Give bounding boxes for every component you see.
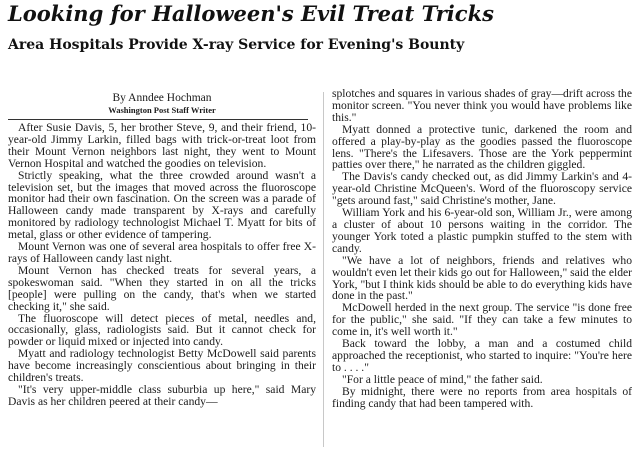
- byline-rule: [8, 119, 308, 120]
- paragraph: By midnight, there were no reports from area hospitals of finding candy that had been tampered with.: [332, 384, 632, 410]
- paragraph: William York and his 6-year-old son, William Jr., were among a cluster of about 10 persons waiting in the corridor. The younger York toted a plastic pumpkin stuffed to the stem with candy.: [332, 206, 632, 255]
- article-column-left: [8, 86, 316, 408]
- column-divider: [323, 92, 324, 447]
- byline-author: By Anndee Hochman: [112, 92, 212, 104]
- paragraph: Strictly speaking, what the three crowded around wasn't a television set, but the images that moved across the fluoroscope monitor had their own fascination. On the screen was a parade of Halloween candy made transparent by X-rays and carefully monitored by radiology technologist Michael T. Myatt for bits of metal, glass or other evidence of tampering.: [8, 168, 316, 242]
- paragraph: After Susie Davis, 5, her brother Steve, 9, and their friend, 10-year-old Jimmy Larkin, filled bags with trick-or-treat loot from their Mount Vernon neighbors last night, they went to Mount Vernon Hospital and watched the goodies on television.: [8, 121, 316, 170]
- paragraph: "It's very upper-middle class suburbia up here," said Mary Davis as her children peered at their candy—: [8, 382, 316, 408]
- paragraph: Myatt and radiology technologist Betty McDowell said parents have become increasingly conscientious about bringing in their children's treats.: [8, 347, 316, 385]
- paragraph: McDowell herded in the next group. The service "is done free for the public," she said. "If they can take a few minutes to come in, it's well worth it.": [332, 301, 632, 339]
- paragraph: Back toward the lobby, a man and a costumed child approached the receptionist, who started to inquire: "You're here to . . . .": [332, 337, 632, 374]
- paragraph: The fluoroscope will detect pieces of metal, needles and, occasionally, glass, radiologists said. But it cannot check for powder or liquid mixed or injected into candy.: [8, 311, 316, 349]
- article-column-right: [332, 88, 632, 409]
- paragraph: "For a little peace of mind," the father said.: [342, 372, 543, 386]
- paragraph: Mount Vernon has checked treats for several years, a spokeswoman said. "When they started in on all the tricks [people] were pulling on the candy, that's when we started checking it," she said.: [8, 263, 316, 313]
- subheadline: Area Hospitals Provide X-ray Service for Evening's Bounty: [8, 37, 465, 53]
- byline-title: Washington Post Staff Writer: [108, 105, 216, 115]
- paragraph: Myatt donned a protective tunic, darkened the room and offered a play-by-play as the goodies passed the fluoroscope lens. "There's the Lifesavers. Those are the York peppermint patties over there," he narrated as the children giggled.: [332, 122, 632, 172]
- paragraph: "We have a lot of neighbors, friends and relatives who wouldn't even let their kids go out for Halloween," said the elder York, "but I think kids should be able to do everything kids have done in the past.": [332, 253, 632, 303]
- paragraph: splotches and squares in various shades of gray—drift across the monitor screen. "You never think you would have problems like this.": [332, 87, 632, 124]
- paragraph: Mount Vernon was one of several area hospitals to offer free X-rays of Halloween candy last night.: [8, 240, 316, 265]
- headline: Looking for Halloween's Evil Treat Tricks: [8, 1, 494, 26]
- paragraph: The Davis's candy checked out, as did Jimmy Larkin's and 4-year-old Christine McQueen's. Word of the fluoroscopy service "gets around fast," said Christine's mother, Jane.: [332, 170, 632, 208]
